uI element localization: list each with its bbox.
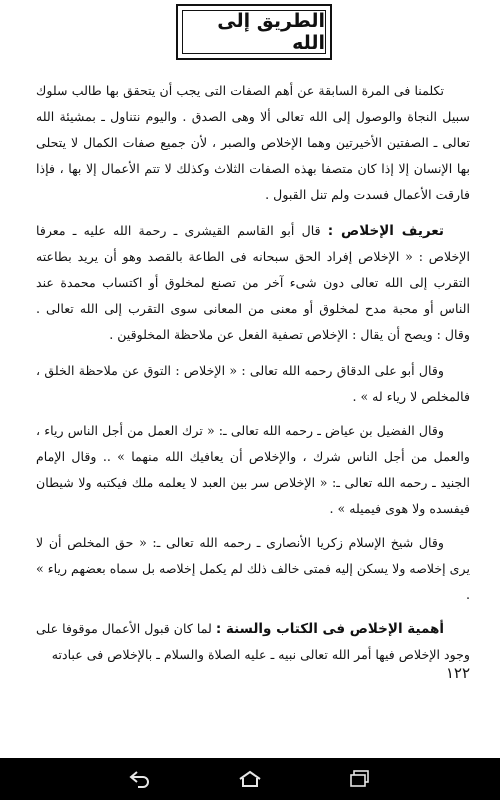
page-number: ١٢٢ [445,664,470,682]
paragraph-ansari [36,530,470,608]
paragraph-text: وقال أبو على الدقاق رحمه الله تعالى : « الإخلاص : التوق عن ملاحظة الخلق ، فالمخلص لا رياء له » . [36,363,470,404]
paragraph-text: قال أبو القاسم القيشرى ـ رحمة الله عليه ـ معرفا الإخلاص : « الإخلاص إفراد الحق سبحانه فى الطاعة بالقصد وهو أن يريد بطاعته التقرب إلى الله تعالى دون شىء آخر من تصنع لمخلوق أو اكتساب محمدة عند الناس أو محبة مدح لمخلوق أو معنى من المعانى سوى التقرب إلى الله تعالى . وقال : ويصح أن يقال : الإخلاص تصفية الفعل عن ملاحظة المخلوقين . [36,223,470,342]
body-text [36,78,470,678]
android-navigation-bar [0,758,500,800]
paragraph-importance [36,616,470,668]
paragraph-text: وقال شيخ الإسلام زكريا الأنصارى ـ رحمه الله تعالى ـ: « حق المخلص أن لا يرى إخلاصه ولا يسكن إليه فمتى خالف ذلك لم يكمل إخلاصه بل سماه بعضهم رياء » . [36,535,470,602]
home-icon [236,770,264,788]
section-heading: أهمية الإخلاص فى الكتاب والسنة : [215,621,445,637]
back-icon [128,770,152,788]
recent-apps-icon [349,770,371,788]
title-frame [176,4,332,60]
home-button[interactable] [195,758,305,800]
paragraph-daqqaq [36,358,470,410]
paragraph-text: لما كان قبول الأعمال موقوفا على وجود الإخلاص فيها أمر الله تعالى نبيه ـ عليه الصلاة والسلام ـ بالإخلاص فى عبادته [36,621,470,662]
page-title: الطريق إلى الله [182,10,326,54]
paragraph-text: تكلمنا فى المرة السابقة عن أهم الصفات التى يجب أن يتحقق بها طالب سلوك سبيل النجاة والوصول إلى الله تعالى ألا وهى الصدق . واليوم نتناول ـ بمشيئة الله تعالى ـ الصفتين الأخيرتين وهما الإخلاص والصبر ، لأن جميع صفات الكمال لا يتحلى بها الإنسان إلا إذا كان متصفا بهذه الصفات الثلاث وكذلك لا تتم الأعمال إلا بها ، فإذا فارقت الأعمال فسدت ولم تنل القبول . [36,83,470,202]
paragraph-text: وقال الفضيل بن عياض ـ رحمه الله تعالى ـ: « ترك العمل من أجل الناس رياء ، والعمل من أجل الناس شرك ، والإخلاص أن يعافيك الله منهما » .. وقال الإمام الجنيد ـ رحمه الله تعالى ـ: « الإخلاص سر بين العبد لا يعلمه ملك فيكتبه ولا شيطان فيفسده ولا هوى فيميله » . [36,423,470,516]
paragraph-fudayl [36,418,470,522]
paragraph-definition [36,218,470,348]
recent-apps-button[interactable] [305,758,415,800]
back-button[interactable] [85,758,195,800]
paragraph-intro [36,78,470,208]
section-heading: تعريف الإخلاص : [327,223,444,239]
